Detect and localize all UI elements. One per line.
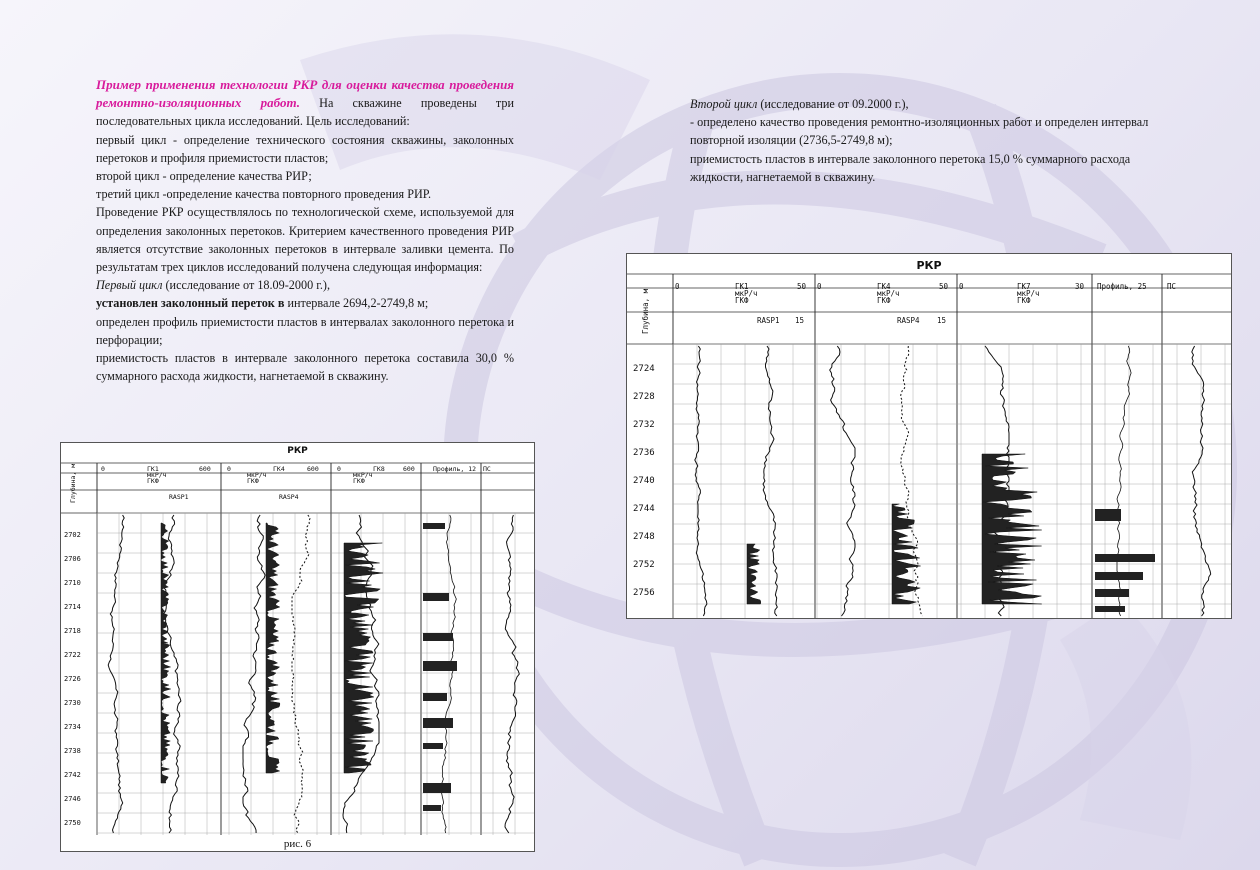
profile-bar (1095, 509, 1121, 521)
log-header-label: ПС (1167, 282, 1177, 291)
log-fill (161, 523, 169, 643)
figure-caption: рис. 6 (283, 838, 312, 850)
log-header-label: 30 (1075, 282, 1085, 291)
profile-bar (423, 783, 451, 793)
log-fill (747, 544, 761, 604)
profile-bar (423, 633, 453, 641)
depth-label: 2732 (633, 420, 655, 430)
log-header-label: Профиль, 25 (1097, 282, 1147, 291)
left-text-block (96, 76, 514, 385)
finding-2: определен профиль приемистости пластов в интервалах заколонного перетока и перфорации; (96, 314, 514, 347)
cycle1-date: (исследование от 18.09-2000 г.), (162, 278, 330, 293)
profile-bar (1095, 589, 1129, 597)
depth-label: 2726 (64, 675, 81, 683)
log-header-label: Профиль, 12 (433, 465, 477, 473)
cycle2-date: (исследование от 09.2000 г.), (757, 97, 909, 111)
log-header-label: ГК4 (273, 465, 285, 473)
log-header-label: мкР/ч (735, 289, 758, 298)
log-header-label: ГК7 (1017, 282, 1031, 291)
depth-label: 2718 (64, 627, 81, 635)
log-curve-2 (830, 346, 855, 616)
depth-label: 2744 (633, 504, 655, 514)
depth-label: 2734 (64, 723, 81, 731)
log-header-label: мкР/ч (247, 471, 267, 479)
log-header-label: мкР/ч (353, 471, 373, 479)
intro-paragraph (96, 76, 514, 131)
cycle2-line-2: приемистость пластов в интервале заколонного перетока 15,0 % суммарного расхода жидкости, нагнетаемой в скважину. (690, 151, 1131, 184)
profile-bar (423, 593, 449, 601)
depth-label: 2702 (64, 531, 81, 539)
goal-item-2: второй цикл - определение качества РИР; (96, 169, 312, 184)
log-header-label: ГК4 (877, 282, 891, 291)
depth-label: 2714 (64, 603, 81, 611)
log-header-label: ГКФ (147, 477, 159, 485)
depth-label: 2728 (633, 392, 655, 402)
log-header-label: RASP1 (169, 493, 189, 501)
profile-bar (423, 693, 447, 701)
depth-label: 2706 (64, 555, 81, 563)
cycle1-label: Первый цикл (96, 278, 163, 293)
log-header-label: 15 (795, 316, 805, 325)
log-header-label: RASP4 (279, 493, 299, 501)
depth-label: 2730 (64, 699, 81, 707)
depth-label: 2746 (64, 795, 81, 803)
depth-label: 2724 (633, 364, 655, 374)
right-text-block (690, 95, 1170, 186)
profile-bar (1095, 554, 1155, 562)
well-log-plot-left (61, 443, 534, 851)
log-header-label: 0 (337, 465, 341, 473)
log-header-label: 600 (307, 465, 319, 473)
log-header-label: ГКФ (247, 477, 259, 485)
profile-bar (423, 661, 457, 671)
log-header-label: Глубина, м (69, 463, 77, 503)
log-header-label: ГК1 (735, 282, 749, 291)
log-curve-6 (505, 515, 519, 833)
log-curve-0 (695, 346, 707, 616)
well-log-figure-left (60, 442, 535, 852)
finding1-rest: интервале 2694,2-2749,8 м; (284, 296, 429, 311)
log-header-label: ГК1 (147, 465, 159, 473)
well-log-plot-right (627, 254, 1231, 618)
log-header-label: 600 (199, 465, 211, 473)
log-fill (344, 543, 383, 613)
section-title: Пример применения технологии РКР для оценки качества проведения ремонтно-изоляционных работ. (96, 77, 514, 111)
log-header-label: 0 (817, 282, 822, 291)
log-fill (982, 454, 1042, 604)
log-header-label: ГКФ (877, 296, 891, 305)
log-header-label: 0 (675, 282, 680, 291)
finding1-bold: установлен заколонный переток в (96, 296, 285, 311)
log-header-label: Глубина, м (641, 288, 650, 334)
log-left-title: РКР (287, 446, 308, 456)
depth-label: 2748 (633, 532, 655, 542)
depth-label: 2742 (64, 771, 81, 779)
profile-bar (423, 718, 453, 728)
log-curve-3 (901, 346, 923, 616)
depth-label: 2740 (633, 476, 655, 486)
log-header-label: ГКФ (735, 296, 749, 305)
log-header-label: 600 (403, 465, 415, 473)
log-header-label: RASP4 (897, 316, 920, 325)
profile-bar (1095, 572, 1143, 580)
log-curve-6 (1192, 346, 1211, 616)
profile-bar (423, 743, 443, 749)
goal-item-3: третий цикл -определение качества повторного проведения РИР. (96, 187, 432, 202)
well-log-figure-right (626, 253, 1232, 619)
goal-item-1: первый цикл - определение технического состояния скважины, заколонных перетоков и профиля приемистости пластов; (96, 132, 514, 165)
log-curve-1 (763, 346, 777, 616)
log-header-label: мкР/ч (1017, 289, 1040, 298)
log-header-label: мкР/ч (147, 471, 167, 479)
depth-label: 2738 (64, 747, 81, 755)
log-header-label: ГК8 (373, 465, 385, 473)
log-header-label: 0 (959, 282, 964, 291)
profile-bar (423, 523, 445, 529)
cycle2-label: Второй цикл (690, 97, 758, 111)
depth-label: 2752 (633, 560, 655, 570)
depth-label: 2710 (64, 579, 81, 587)
profile-bar (1095, 606, 1125, 612)
method-paragraph: Проведение РКР осуществлялось по технологической схеме, используемой для определения заколонных перетоков. Критерием качественного проведения РИР является отсутствие заколонных перетоков в интервале заливки цемента. По результатам трех циклов исследований получена следующая информация: (96, 205, 514, 275)
intro-text: На скважине проведены три последовательных цикла исследований. Цель исследований: (96, 96, 515, 129)
depth-label: 2756 (633, 588, 655, 598)
log-header-label: RASP1 (757, 316, 780, 325)
log-curve-0 (108, 515, 124, 833)
log-header-label: 50 (939, 282, 949, 291)
cycle2-line-1: - определено качество проведения ремонтно-изоляционных работ и определен интервал повторной изоляции (2736,5-2749,8 м); (690, 115, 1149, 148)
log-curve-3 (292, 515, 310, 833)
log-header-label: 0 (101, 465, 105, 473)
log-curve-2 (243, 515, 265, 833)
depth-label: 2722 (64, 651, 81, 659)
cycle1-heading (96, 276, 514, 294)
cycle2-heading (690, 95, 1170, 113)
profile-bar (423, 805, 441, 811)
log-right-title: РКР (916, 259, 942, 272)
log-header-label: мкР/ч (877, 289, 900, 298)
log-header-label: 15 (937, 316, 947, 325)
log-header-label: ГКФ (353, 477, 365, 485)
finding-3: приемистость пластов в интервале заколонного перетока составила 30,0 % суммарного расхода жидкости, нагнетаемой в скважину. (96, 351, 514, 384)
log-header-label: 50 (797, 282, 807, 291)
log-header-label: ПС (483, 465, 491, 473)
depth-label: 2750 (64, 819, 81, 827)
log-header-label: ГКФ (1017, 296, 1031, 305)
log-fill (892, 504, 921, 604)
depth-label: 2736 (633, 448, 655, 458)
log-fill (344, 613, 374, 773)
finding-1 (96, 294, 514, 312)
log-header-label: 0 (227, 465, 231, 473)
